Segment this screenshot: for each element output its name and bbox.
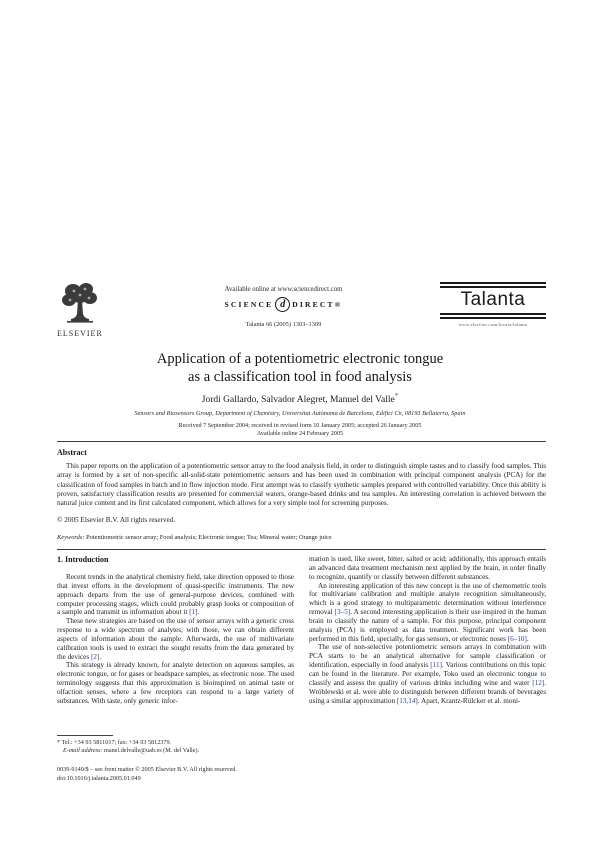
citation-link[interactable]: [13,14] (396, 696, 418, 705)
abstract-copyright: © 2005 Elsevier B.V. All rights reserved. (57, 515, 176, 524)
section-heading-introduction: 1. Introduction (57, 555, 109, 564)
abstract-section (57, 441, 546, 550)
body-paragraph: This strategy is already known, for analyte detection on aqueous samples, as electronic tongue, or for gases or headspace samples, as electronic nose. The used terminology suggests that this approximation is bioinspired on animal taste or olfaction senses, where a few receptors can respond to a large variety of substances. With taste, only generic infor- (57, 661, 294, 705)
abstract-bottom-rule (57, 549, 546, 550)
header-center (127, 282, 440, 328)
talanta-top-rule (440, 282, 546, 288)
keywords-line (57, 534, 546, 541)
talanta-logo-text: Talanta (460, 289, 526, 310)
article-title-line2: as a classification tool in food analysis (188, 368, 412, 385)
citation-link[interactable]: [11] (430, 661, 442, 670)
keywords-list: Potentiometric sensor array; Food analysis; Electronic tongue; Tea; Mineral water; Orange juice (86, 533, 332, 541)
corresponding-author-link[interactable]: * (394, 392, 399, 400)
citation-link[interactable]: [12] (532, 678, 545, 687)
citation-link[interactable]: [1] (189, 608, 198, 617)
elsevier-logo (57, 282, 127, 338)
article-title (0, 351, 600, 386)
received-dates-line: Received 7 September 2004; received in revised form 10 January 2005; accepted 26 January 2005 (178, 422, 422, 430)
footnote-block (57, 735, 297, 755)
sciencedirect-direct-text: DIRECT® (292, 300, 343, 309)
sciencedirect-d-icon: d (275, 297, 290, 312)
issn-line: 0039-9140/$ – see front matter © 2005 Elsevier B.V. All rights reserved. (57, 766, 237, 773)
authors-line (0, 392, 600, 405)
available-online-date: Available online 24 February 2005 (256, 430, 344, 438)
affiliation-line: Sensors and Biosensors Group, Department of Chemistry, Universitat Autònoma de Barcelona, Edifici Cn, 08193 Bellaterra, Spain (134, 410, 466, 418)
journal-citation-line: Talanta 66 (2005) 1303–1309 (245, 321, 322, 328)
authors-names: Jordi Gallardo, Salvador Alegret, Manuel del Valle (201, 395, 395, 406)
body-paragraph: The use of non-selective potentiometric sensors arrays in combination with PCA starts to be an analytical alternative for sample classification or identification, especially in food analysis [11]. Various contributions on this topic can be found in the literature. Per example, Toko used an electronic tongue to classify and assess the quality of various drinks including wine and water [12]. Wróblewski et al. were able to distinguish between different brands of beverages using a similar approximation [13,14]. Apart, Krantz-Rülcker et al. moni- (309, 643, 546, 705)
page-header (57, 282, 546, 338)
doi-line: doi:10.1016/j.talanta.2005.01.049 (57, 774, 141, 782)
abstract-top-rule (57, 441, 546, 442)
body-paragraph: Recent trends in the analytical chemistry field, take direction opposed to those that invest efforts in the development of quasi-specific instruments. The new approach departs from the use of general-purpose devices, combined with computer processing stages, which could probably grasp looks or composition of a sample and transmit us information about it [1]. (57, 573, 294, 617)
body-paragraph: mation is used, like sweet, bitter, salted or acid; additionally, this approach entails an advanced data treatment mechanism next applied by the brain, in order finally to recognize, quantify or classify between different substances. (309, 555, 546, 581)
abstract-heading: Abstract (57, 448, 87, 457)
email-label: E-mail address: (63, 747, 103, 754)
keywords-label: Keywords: (57, 533, 85, 541)
body-paragraph: An interesting application of this new concept is the use of chemometric tools for multivariate calibration and multiple analyte recognition simultaneously, which is a good strategy to multiparametric determination without interference removal [3–5]. A second interesting application is their use inspired in the human brain to classify the nature of a sample. For this purpose, principal component analysis (PCA) is employed as data treatment. Significant work has been performed in this field, specially, for gas sensors, or electronic noses [6–10]. (309, 581, 546, 643)
body-columns (57, 555, 546, 706)
title-block (0, 351, 600, 437)
abstract-text: This paper reports on the application of a potentiometric sensor array to the food analysis field, in order to distinguish simple tastes and to classify food samples. This array is formed by a set of non-specific all-solid-state potentiometric sensors and has been used in combination with principal component analysis (PCA) for the classification of food samples in batch and in flow injection mode. First attempt was to classify synthetic samples prepared with controlled variability. Once this ability is proven, satisfactory classification results are presented for commercial waters, orange-based drinks and tea samples. An interesting correlation is achieved between the natural juice content and its first calculated component, which allows for a very simple tool for screening purposes. (57, 462, 546, 508)
journal-url: www.elsevier.com/locate/talanta (458, 321, 528, 327)
body-paragraph: These new strategies are based on the use of sensor arrays with a generic cross response to a wide spectrum of analytes; with those, we can obtain different aspects of information about the sample. Afterwards, the use of multivariate calibration tools is used to extract the sought results from the data generated by the devices [2]. (57, 617, 294, 661)
talanta-bottom-rule (440, 313, 546, 319)
talanta-logo (440, 282, 546, 327)
available-online-text: Available online at www.sciencedirect.com (224, 286, 343, 293)
citation-link[interactable]: [3–5] (334, 608, 351, 617)
elsevier-tree-icon (59, 282, 101, 328)
citation-link[interactable]: [6–10] (507, 634, 527, 643)
elsevier-logo-text: ELSEVIER (57, 329, 103, 338)
right-column (309, 555, 546, 706)
sciencedirect-science-text: SCIENCE (224, 300, 274, 309)
citation-link[interactable]: [2] (90, 652, 100, 661)
footnote-tel: * Tel.: +34 93 5811017; fax: +34 93 5812379. (57, 739, 172, 746)
footnote-email (57, 747, 297, 755)
left-column (57, 555, 294, 706)
article-title-line1: Application of a potentiometric electronic tongue (156, 351, 444, 367)
footnote-rule (57, 735, 113, 736)
sciencedirect-logo (225, 297, 343, 312)
email-address: manel.delvalle@uab.es (M. del Valle). (104, 747, 200, 754)
bottom-identifiers (57, 766, 377, 783)
